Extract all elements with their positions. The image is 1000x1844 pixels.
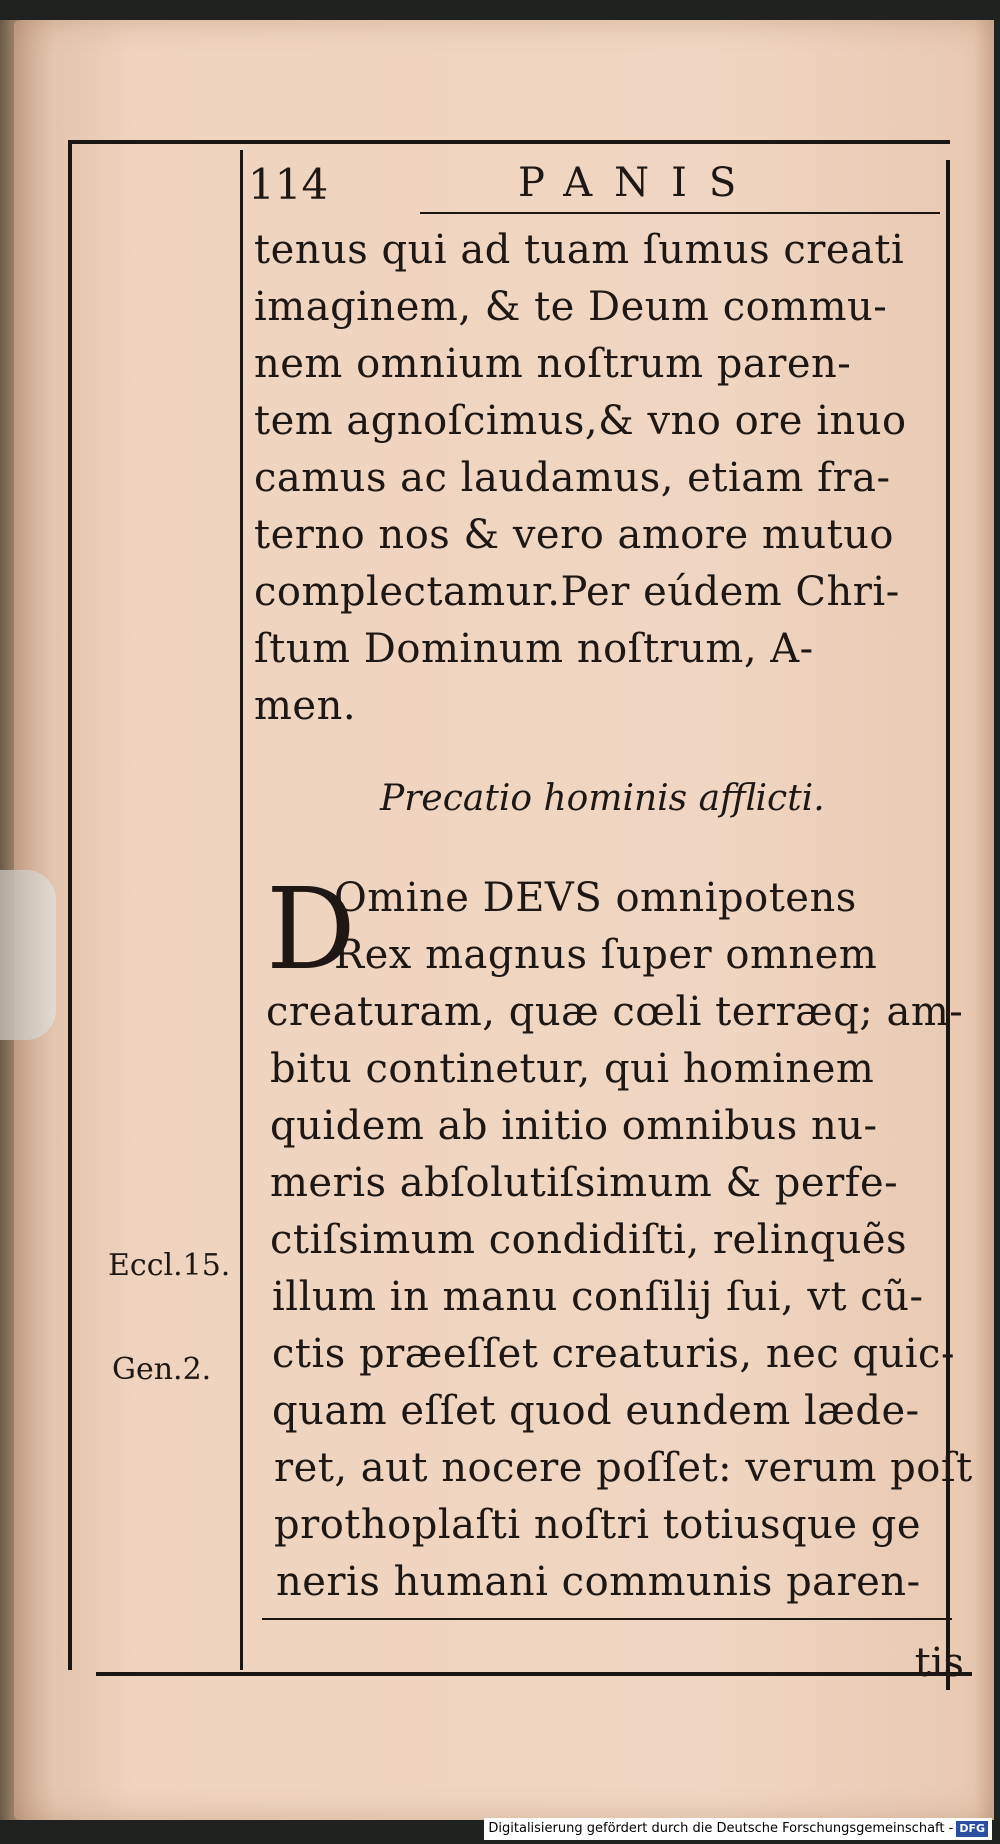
dfg-logo: DFG	[956, 1821, 988, 1837]
text-line: Rex magnus ſuper omnem	[334, 932, 878, 978]
page-number: 114	[248, 160, 329, 209]
text-line: prothoplaſti noſtri totiusque ge	[274, 1502, 922, 1548]
text-line: quam eſſet quod eundem læde-	[272, 1388, 920, 1434]
catchword: tis	[914, 1640, 964, 1686]
text-line: camus ac laudamus, etiam fra-	[254, 455, 891, 501]
drop-cap: D	[266, 865, 356, 995]
text-line: tem agnoſcimus,& vno ore inuo	[254, 398, 907, 444]
text-line: neris humani communis paren-	[276, 1559, 921, 1605]
text-line: ctis præeſſet creaturis, nec quic-	[272, 1331, 955, 1377]
frame-bottom-rule	[96, 1672, 972, 1676]
text-line: nem omnium noſtrum paren-	[254, 341, 852, 387]
running-header	[248, 160, 948, 210]
marginal-note: Gen.2.	[112, 1352, 212, 1387]
text-line: meris abſolutiſsimum & perfe-	[270, 1160, 899, 1206]
text-line: bitu continetur, qui hominem	[270, 1046, 875, 1092]
text-line: tenus qui ad tuam ſumus creati	[254, 227, 905, 273]
text-line: quidem ab initio omnibus nu-	[270, 1103, 878, 1149]
page-tab-marker	[0, 870, 56, 1040]
text-line: terno nos & vero amore mutuo	[254, 512, 894, 558]
text-line: imaginem, & te Deum commu-	[254, 284, 888, 330]
text-line: ret, aut nocere poſſet: verum poſt	[274, 1445, 973, 1491]
digitization-footer	[484, 1818, 992, 1840]
text-line: ctiſsimum condidiſti, relinquẽs	[270, 1217, 908, 1263]
frame-left-rule	[68, 140, 72, 1670]
column-rule	[240, 150, 243, 1670]
text-line: Omine DEVS omnipotens	[334, 875, 857, 921]
running-head-title: PANIS	[518, 160, 759, 206]
text-line: creaturam, quæ cœli terræq; am-	[266, 989, 964, 1035]
footer-text: Digitalisierung gefördert durch die Deutsche Forschungsgemeinschaft -	[488, 1821, 954, 1836]
header-underline	[420, 212, 940, 214]
text-line: illum in manu conſilij ſui, vt cũ-	[272, 1274, 924, 1320]
text-line: ſtum Dominum noſtrum, A-	[254, 626, 814, 672]
frame-top-rule	[70, 140, 950, 144]
text-line: men.	[254, 683, 357, 729]
marginal-note: Eccl.15.	[108, 1248, 231, 1283]
section-heading: Precatio hominis afflicti.	[380, 778, 825, 819]
text-line: complectamur.Per eúdem Chri-	[254, 569, 900, 615]
body-bottom-rule	[262, 1618, 952, 1620]
